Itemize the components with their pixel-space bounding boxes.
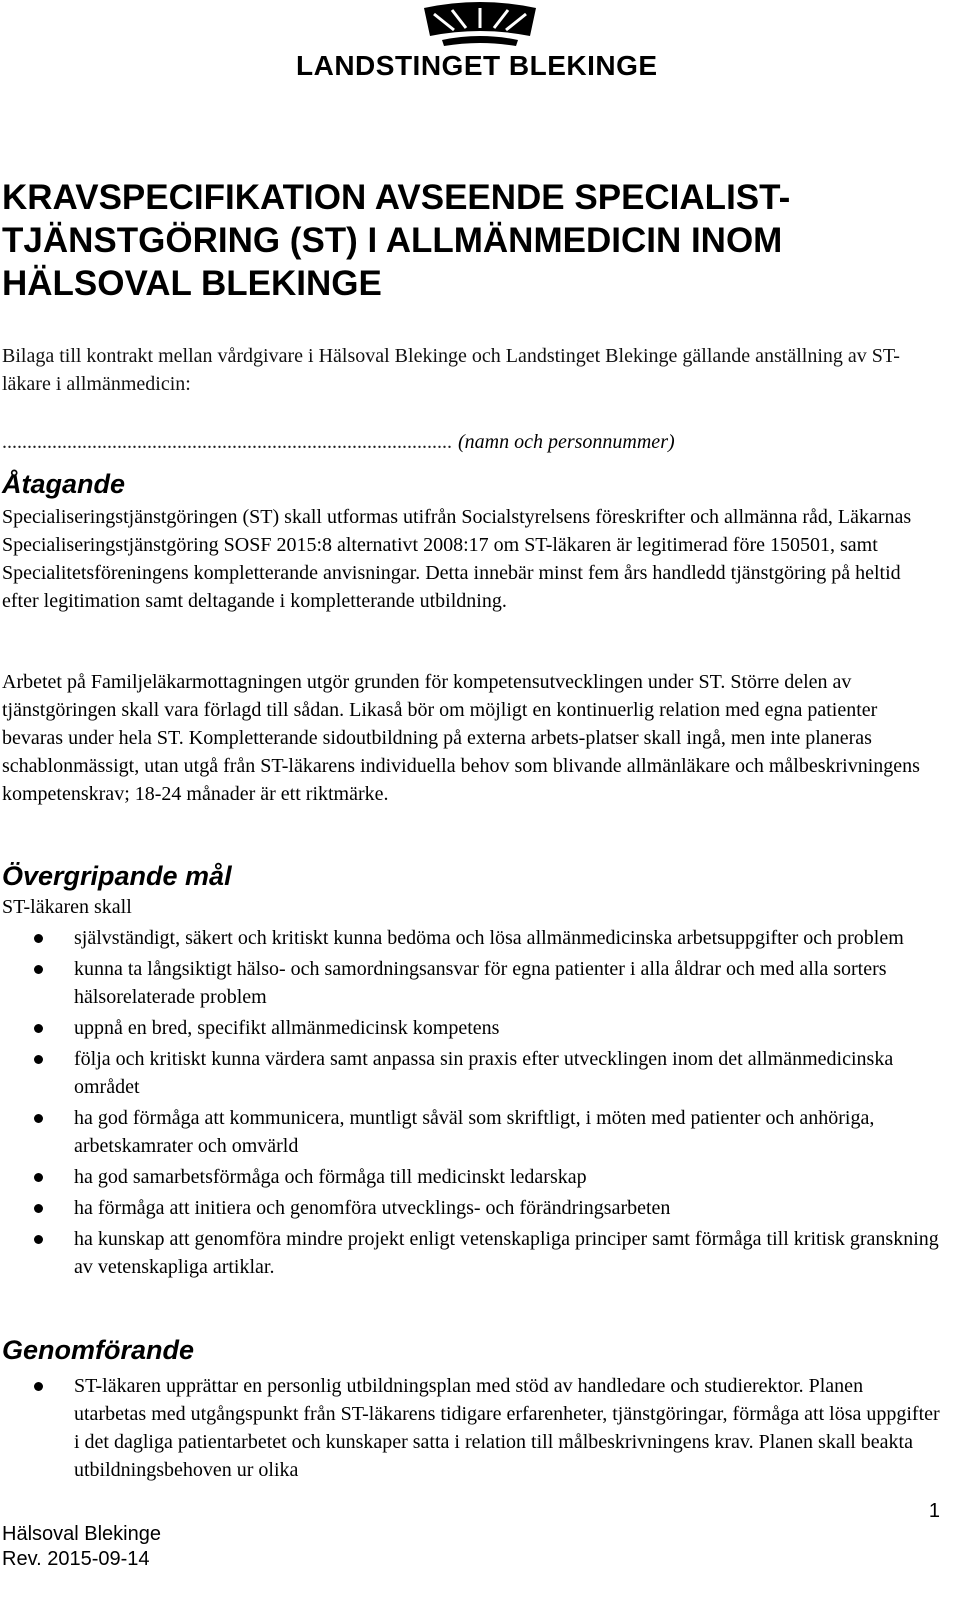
list-item-text: ST-läkaren upprättar en personlig utbildningsplan med stöd av handledare och studierektor. Planen utarbetas med utgångspunkt från ST-läkarens tidigare erfarenheter, tjänstgöringar, förmåga att lösa uppgifter i det dagliga patientarbetet och kunskaper satta i relation till målbeskrivningens krav. Planen skall beakta utbildningsbehoven ur olika [74, 1375, 940, 1481]
list-item-text: självständigt, säkert och kritiskt kunna bedöma och lösa allmänmedicinska arbetsuppgifter och problem [74, 927, 904, 949]
title-line: KRAVSPECIFIKATION AVSEENDE SPECIALIST- [2, 178, 791, 217]
footer-revision: Rev. 2015-09-14 [2, 1548, 150, 1570]
list-item [0, 1163, 940, 1191]
bullet-icon [34, 1173, 43, 1182]
list-item [0, 1014, 940, 1042]
section-heading-overgripande-mal: Övergripande mål [2, 861, 232, 891]
list-item-text: kunna ta långsiktigt hälso- och samordningsansvar för egna patienter i alla åldrar och med alla sorters hälsorelaterade problem [74, 958, 887, 1008]
list-item [0, 924, 940, 952]
overgripande-goal-list [0, 924, 940, 1284]
atagande-paragraph-1: Specialiseringstjänstgöringen (ST) skall utformas utifrån Socialstyrelsens föreskrifter och allmänna råd, Läkarnas Specialiseringstjänstgöring SOSF 2015:8 alternativt 2008:17 om ST-läkaren är legitimerad före 150501, samt Specialitetsföreningens kompletterande anvisningar. Detta innebär minst fem års handledd tjänstgöring på heltid efter legitimation samt deltagande i kompletterande utbildning. [2, 506, 912, 612]
title-line: HÄLSOVAL BLEKINGE [2, 264, 382, 303]
crown-emblem-icon [422, 0, 538, 46]
footer-organization: Hälsoval Blekinge [2, 1523, 161, 1545]
page-number: 1 [928, 1500, 940, 1522]
atagande-paragraph-2: Arbetet på Familjeläkarmottagningen utgör grunden för kompetensutvecklingen under ST. Större delen av tjänstgöringen skall vara förlagd till sådan. Likaså bör om möjligt en kontinuerlig relation med egna patienter bevaras under hela ST. Kompletterande sidoutbildning på externa arbets-platser skall ingå, men inte planeras schablonmässigt, utan utgå från ST-läkarens individuella behov som blivande allmänläkare och målbeskrivningens kompetenskrav; 18-24 månader är ett riktmärke. [2, 671, 920, 805]
genomforande-list [0, 1372, 940, 1487]
title-line: TJÄNSTGÖRING (ST) I ALLMÄNMEDICIN INOM [2, 221, 783, 260]
list-item-text: följa och kritiskt kunna värdera samt anpassa sin praxis efter utvecklingen inom det allmänmedicinska området [74, 1048, 894, 1098]
list-item-text: ha god samarbetsförmåga och förmåga till medicinskt ledarskap [74, 1166, 587, 1188]
list-item-text: ha kunskap att genomföra mindre projekt enligt vetenskapliga principer samt förmåga till kritisk granskning av vetenskapliga artiklar. [74, 1228, 939, 1278]
section-heading-atagande: Åtagande [2, 469, 126, 499]
bullet-icon [34, 965, 43, 974]
list-item-text: ha god förmåga att kommunicera, muntligt såväl som skriftligt, i möten med patienter och anhöriga, arbetskamrater och omvärld [74, 1107, 875, 1157]
list-item [0, 1225, 940, 1281]
logo-wordmark: LANDSTINGET BLEKINGE [296, 50, 658, 81]
page-footer [2, 1522, 161, 1572]
list-item [0, 1372, 940, 1484]
organization-logo [0, 0, 960, 100]
document-title [2, 176, 902, 305]
bullet-icon [34, 934, 43, 943]
bullet-icon [34, 1114, 43, 1123]
fill-in-hint: (namn och personnummer) [458, 431, 675, 453]
name-personnummer-line [2, 428, 932, 456]
bullet-icon [34, 1204, 43, 1213]
list-item [0, 1045, 940, 1101]
section-heading-genomforande: Genomförande [2, 1335, 195, 1365]
overgripande-lead: ST-läkaren skall [2, 896, 132, 918]
list-item-text: uppnå en bred, specifikt allmänmedicinsk kompetens [74, 1017, 500, 1039]
list-item [0, 955, 940, 1011]
fill-in-dots: .......................................................................................... [2, 431, 452, 453]
list-item-text: ha förmåga att initiera och genomföra utvecklings- och förändringsarbeten [74, 1197, 671, 1219]
bullet-icon [34, 1235, 43, 1244]
bullet-icon [34, 1382, 43, 1391]
list-item [0, 1104, 940, 1160]
intro-paragraph: Bilaga till kontrakt mellan vårdgivare i Hälsoval Blekinge och Landstinget Blekinge gällande anställning av ST-läkare i allmänmedicin: [2, 345, 900, 395]
list-item [0, 1194, 940, 1222]
bullet-icon [34, 1055, 43, 1064]
bullet-icon [34, 1024, 43, 1033]
